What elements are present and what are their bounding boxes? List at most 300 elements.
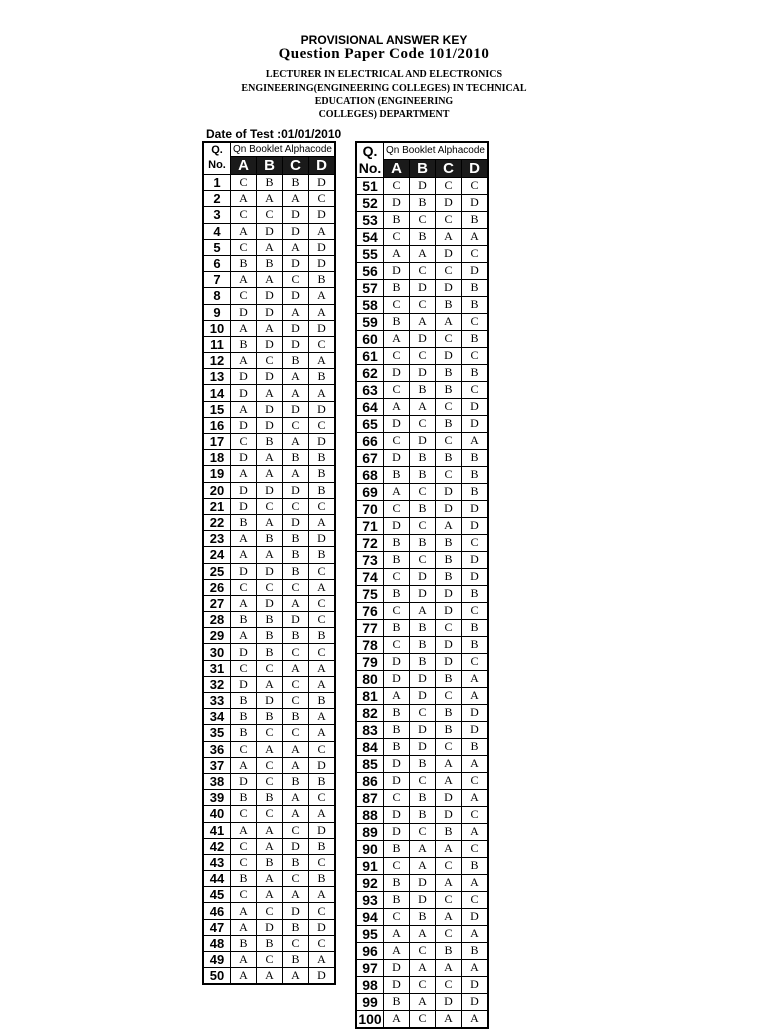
answer-cell: B — [384, 993, 410, 1010]
question-number: 83 — [356, 721, 384, 738]
answer-cell: B — [410, 194, 436, 211]
post-name-line-2: ENGINEERING(ENGINEERING COLLEGES) IN TECHNICAL — [241, 83, 527, 94]
answer-cell: B — [436, 296, 462, 313]
question-number: 30 — [203, 644, 231, 660]
answer-cell: C — [309, 935, 336, 951]
answer-cell: D — [436, 483, 462, 500]
table-row — [356, 177, 488, 194]
answer-cell: C — [462, 772, 489, 789]
answer-cell: D — [257, 417, 283, 433]
answer-cell: B — [231, 693, 257, 709]
answer-cell: D — [283, 255, 309, 271]
answer-cell: A — [257, 239, 283, 255]
table-row — [203, 854, 335, 870]
question-number: 95 — [356, 925, 384, 942]
answer-cell: A — [283, 757, 309, 773]
answer-cell: B — [410, 534, 436, 551]
answer-cell: C — [384, 500, 410, 517]
answer-cell: C — [309, 417, 336, 433]
answer-cell: D — [384, 653, 410, 670]
table-row — [203, 968, 335, 985]
answer-cell: B — [410, 381, 436, 398]
table-row — [356, 891, 488, 908]
answer-cell: C — [283, 935, 309, 951]
answer-cell: C — [231, 887, 257, 903]
answer-cell: D — [384, 755, 410, 772]
table-row — [203, 547, 335, 563]
answer-cell: B — [410, 789, 436, 806]
answer-cell: C — [231, 741, 257, 757]
answer-cell: C — [231, 239, 257, 255]
question-number: 88 — [356, 806, 384, 823]
answer-cell: A — [283, 239, 309, 255]
question-number: 51 — [356, 177, 384, 194]
question-number: 45 — [203, 887, 231, 903]
answer-cell: C — [257, 952, 283, 968]
answer-cell: A — [462, 228, 489, 245]
answer-cell: C — [384, 857, 410, 874]
answer-cell: D — [462, 517, 489, 534]
answer-cell: C — [384, 602, 410, 619]
question-number: 32 — [203, 676, 231, 692]
answer-cell: D — [283, 482, 309, 498]
answer-cell: C — [410, 296, 436, 313]
table-row — [356, 500, 488, 517]
answer-cell: A — [257, 450, 283, 466]
table-row — [203, 595, 335, 611]
answer-cell: B — [384, 551, 410, 568]
table-row — [356, 585, 488, 602]
answer-cell: D — [283, 207, 309, 223]
answer-cell: B — [257, 531, 283, 547]
question-number: 68 — [356, 466, 384, 483]
answer-cell: D — [436, 993, 462, 1010]
table-row — [356, 874, 488, 891]
table-row — [203, 773, 335, 789]
answer-cell: D — [231, 676, 257, 692]
question-number: 98 — [356, 976, 384, 993]
answer-cell: A — [410, 993, 436, 1010]
answer-cell: C — [384, 381, 410, 398]
table-row — [203, 693, 335, 709]
answer-cell: C — [231, 854, 257, 870]
answer-cell: C — [384, 432, 410, 449]
table-row — [203, 838, 335, 854]
answer-cell: C — [410, 483, 436, 500]
answer-cell: C — [462, 245, 489, 262]
answer-cell: C — [231, 175, 257, 191]
answer-cell: A — [462, 670, 489, 687]
answer-cell: B — [436, 942, 462, 959]
table-row — [203, 709, 335, 725]
table-row — [356, 806, 488, 823]
answer-cell: D — [309, 255, 336, 271]
answer-cell: B — [257, 255, 283, 271]
question-number: 36 — [203, 741, 231, 757]
table-row — [356, 296, 488, 313]
table-row — [356, 704, 488, 721]
answer-cell: C — [257, 353, 283, 369]
question-number: 37 — [203, 757, 231, 773]
answer-cell: D — [384, 976, 410, 993]
answer-cell: C — [410, 976, 436, 993]
question-number: 77 — [356, 619, 384, 636]
answer-cell: C — [257, 207, 283, 223]
question-number: 76 — [356, 602, 384, 619]
answer-cell: D — [436, 602, 462, 619]
answer-cell: A — [309, 725, 336, 741]
answer-cell: B — [384, 721, 410, 738]
table-row — [356, 942, 488, 959]
table-row — [203, 401, 335, 417]
answer-cell: B — [283, 531, 309, 547]
answer-cell: A — [462, 959, 489, 976]
question-number: 49 — [203, 952, 231, 968]
answer-cell: C — [410, 823, 436, 840]
answer-cell: B — [462, 330, 489, 347]
question-number: 62 — [356, 364, 384, 381]
table-row — [203, 903, 335, 919]
answer-cell: C — [410, 942, 436, 959]
set-header-c: C — [436, 159, 462, 177]
answer-cell: D — [436, 194, 462, 211]
table-row — [203, 223, 335, 239]
answer-cell: C — [384, 228, 410, 245]
answer-cell: B — [231, 514, 257, 530]
answer-cell: C — [436, 432, 462, 449]
set-header-d: D — [309, 157, 336, 175]
question-number: 42 — [203, 838, 231, 854]
answer-cell: D — [231, 482, 257, 498]
answer-cell: A — [384, 687, 410, 704]
answer-cell: B — [436, 721, 462, 738]
answer-cell: A — [283, 466, 309, 482]
answer-cell: D — [462, 721, 489, 738]
answer-cell: D — [410, 874, 436, 891]
answer-cell: B — [410, 449, 436, 466]
table-row — [203, 255, 335, 271]
question-number: 72 — [356, 534, 384, 551]
answer-cell: C — [384, 908, 410, 925]
answer-cell: D — [283, 838, 309, 854]
question-number: 74 — [356, 568, 384, 585]
answer-cell: D — [462, 551, 489, 568]
question-number: 35 — [203, 725, 231, 741]
question-number: 97 — [356, 959, 384, 976]
answer-cell: D — [309, 207, 336, 223]
question-number: 50 — [203, 968, 231, 985]
answer-cell: C — [384, 347, 410, 364]
answer-cell: A — [410, 959, 436, 976]
answer-cell: A — [309, 385, 336, 401]
answer-cell: A — [257, 385, 283, 401]
answer-cell: D — [384, 262, 410, 279]
answer-cell: A — [257, 547, 283, 563]
answer-cell: B — [257, 935, 283, 951]
answer-cell: C — [436, 619, 462, 636]
question-number: 92 — [356, 874, 384, 891]
answer-cell: C — [436, 466, 462, 483]
table-row — [203, 919, 335, 935]
table-row — [356, 534, 488, 551]
answer-cell: C — [436, 687, 462, 704]
answer-cell: A — [436, 840, 462, 857]
question-number: 29 — [203, 628, 231, 644]
answer-cell: A — [283, 595, 309, 611]
question-number: 8 — [203, 288, 231, 304]
answer-cell: C — [410, 551, 436, 568]
answer-cell: B — [462, 585, 489, 602]
answer-cell: B — [231, 935, 257, 951]
answer-cell: D — [283, 336, 309, 352]
no-header: No. — [356, 159, 384, 177]
answer-cell: B — [384, 279, 410, 296]
question-number: 52 — [356, 194, 384, 211]
question-number: 60 — [356, 330, 384, 347]
question-number: 25 — [203, 563, 231, 579]
table-row — [356, 993, 488, 1010]
answer-cell: A — [231, 757, 257, 773]
question-number: 1 — [203, 175, 231, 191]
answer-cell: C — [436, 976, 462, 993]
answer-cell: C — [462, 534, 489, 551]
post-name-line-1: LECTURER IN ELECTRICAL AND ELECTRONICS — [265, 69, 503, 80]
answer-cell: D — [231, 304, 257, 320]
answer-cell: B — [462, 619, 489, 636]
answer-cell: C — [257, 806, 283, 822]
table-row — [203, 612, 335, 628]
question-number: 34 — [203, 709, 231, 725]
table-row — [203, 741, 335, 757]
question-number: 93 — [356, 891, 384, 908]
table-row — [203, 887, 335, 903]
answer-cell: D — [384, 670, 410, 687]
answer-cell: D — [283, 903, 309, 919]
table-row — [203, 725, 335, 741]
answer-cell: C — [410, 704, 436, 721]
answer-cell: B — [283, 175, 309, 191]
answer-cell: A — [231, 531, 257, 547]
answer-cell: A — [410, 602, 436, 619]
answer-cell: A — [231, 952, 257, 968]
answer-cell: A — [309, 288, 336, 304]
table-row — [203, 239, 335, 255]
answer-cell: A — [436, 772, 462, 789]
table-row — [203, 935, 335, 951]
answer-cell: A — [283, 369, 309, 385]
answer-cell: A — [283, 806, 309, 822]
answer-cell: D — [436, 245, 462, 262]
answer-cell: A — [257, 887, 283, 903]
answer-cell: B — [231, 336, 257, 352]
answer-cell: B — [436, 670, 462, 687]
table-row — [203, 304, 335, 320]
set-header-c: C — [283, 157, 309, 175]
table-row — [356, 789, 488, 806]
answer-cell: C — [462, 313, 489, 330]
answer-cell: B — [309, 693, 336, 709]
answer-cell: A — [384, 942, 410, 959]
question-number: 23 — [203, 531, 231, 547]
answer-cell: A — [257, 676, 283, 692]
table-row — [203, 579, 335, 595]
answer-cell: A — [309, 952, 336, 968]
answer-rows-1-50 — [203, 175, 335, 985]
table-row — [356, 432, 488, 449]
answer-cell: A — [231, 628, 257, 644]
answer-cell: C — [436, 925, 462, 942]
answer-cell: A — [231, 903, 257, 919]
table-row — [356, 245, 488, 262]
answer-cell: C — [410, 415, 436, 432]
answer-cell: C — [309, 563, 336, 579]
answer-cell: A — [257, 191, 283, 207]
answer-cell: C — [384, 789, 410, 806]
answer-cell: B — [283, 628, 309, 644]
answer-cell: B — [462, 279, 489, 296]
answer-cell: C — [436, 891, 462, 908]
table-row — [203, 531, 335, 547]
table-row — [203, 660, 335, 676]
question-number: 40 — [203, 806, 231, 822]
table-row — [356, 194, 488, 211]
table-row — [356, 670, 488, 687]
answer-cell: A — [283, 434, 309, 450]
table-row — [356, 908, 488, 925]
table-row — [203, 434, 335, 450]
answer-cell: C — [410, 1010, 436, 1028]
answer-cell: A — [462, 1010, 489, 1028]
answer-cell: C — [309, 741, 336, 757]
answer-cell: A — [410, 840, 436, 857]
answer-cell: D — [257, 693, 283, 709]
answer-cell: B — [436, 534, 462, 551]
answer-cell: B — [462, 942, 489, 959]
answer-cell: B — [462, 857, 489, 874]
question-number: 57 — [356, 279, 384, 296]
table-row — [203, 790, 335, 806]
answer-cell: D — [462, 415, 489, 432]
table-row — [356, 415, 488, 432]
answer-cell: A — [384, 1010, 410, 1028]
table-row — [203, 563, 335, 579]
answer-cell: C — [462, 347, 489, 364]
question-number: 16 — [203, 417, 231, 433]
answer-cell: A — [410, 313, 436, 330]
answer-cell: B — [436, 381, 462, 398]
answer-cell: B — [436, 551, 462, 568]
answer-cell: D — [410, 721, 436, 738]
set-header-d: D — [462, 159, 489, 177]
answer-cell: A — [257, 871, 283, 887]
answer-cell: C — [283, 272, 309, 288]
table-row — [356, 772, 488, 789]
answer-cell: C — [257, 773, 283, 789]
answer-cell: D — [283, 288, 309, 304]
question-number: 7 — [203, 272, 231, 288]
answer-cell: D — [231, 773, 257, 789]
question-number: 4 — [203, 223, 231, 239]
answer-cell: B — [410, 500, 436, 517]
answer-cell: D — [231, 644, 257, 660]
question-number: 26 — [203, 579, 231, 595]
question-number: 12 — [203, 353, 231, 369]
question-number: 67 — [356, 449, 384, 466]
answer-cell: D — [309, 968, 336, 985]
answer-cell: B — [384, 704, 410, 721]
answer-cell: D — [257, 563, 283, 579]
question-number: 54 — [356, 228, 384, 245]
answer-cell: A — [257, 968, 283, 985]
table-row — [203, 207, 335, 223]
answer-cell: D — [309, 757, 336, 773]
table-row — [356, 330, 488, 347]
answer-cell: D — [410, 279, 436, 296]
answer-cell: C — [283, 644, 309, 660]
answer-cell: B — [462, 483, 489, 500]
table-row — [356, 347, 488, 364]
answer-cell: C — [231, 207, 257, 223]
answer-cell: D — [257, 336, 283, 352]
answer-cell: C — [436, 177, 462, 194]
answer-cell: C — [462, 381, 489, 398]
answer-cell: B — [257, 644, 283, 660]
answer-cell: D — [462, 908, 489, 925]
answer-cell: C — [283, 498, 309, 514]
answer-cell: A — [283, 385, 309, 401]
answer-cell: A — [257, 822, 283, 838]
answer-cell: A — [309, 709, 336, 725]
answer-cell: A — [283, 660, 309, 676]
table-row — [203, 498, 335, 514]
answer-cell: A — [436, 517, 462, 534]
question-number: 24 — [203, 547, 231, 563]
table-row — [356, 381, 488, 398]
answer-cell: D — [436, 585, 462, 602]
question-number: 73 — [356, 551, 384, 568]
date-of-test: Date of Test :01/01/2010 — [206, 127, 342, 141]
answer-cell: D — [436, 653, 462, 670]
answer-cell: B — [436, 415, 462, 432]
answer-cell: D — [257, 482, 283, 498]
answer-cell: A — [231, 822, 257, 838]
answer-cell: D — [257, 595, 283, 611]
question-number: 78 — [356, 636, 384, 653]
question-number: 14 — [203, 385, 231, 401]
answer-cell: A — [231, 401, 257, 417]
table-row — [356, 517, 488, 534]
answer-cell: C — [309, 903, 336, 919]
answer-cell: A — [436, 874, 462, 891]
answer-cell: D — [410, 891, 436, 908]
table-row — [203, 353, 335, 369]
answer-cell: D — [231, 417, 257, 433]
answer-cell: A — [384, 398, 410, 415]
answer-cell: A — [257, 466, 283, 482]
answer-cell: A — [436, 755, 462, 772]
answer-cell: C — [436, 330, 462, 347]
answer-cell: B — [410, 466, 436, 483]
set-header-b: B — [257, 157, 283, 175]
answer-cell: D — [410, 687, 436, 704]
answer-cell: B — [283, 547, 309, 563]
question-number: 71 — [356, 517, 384, 534]
post-name-line-4: COLLEGES) DEPARTMENT — [318, 109, 450, 120]
answer-cell: D — [257, 401, 283, 417]
table-row — [356, 211, 488, 228]
question-number: 28 — [203, 612, 231, 628]
answer-cell: B — [384, 534, 410, 551]
